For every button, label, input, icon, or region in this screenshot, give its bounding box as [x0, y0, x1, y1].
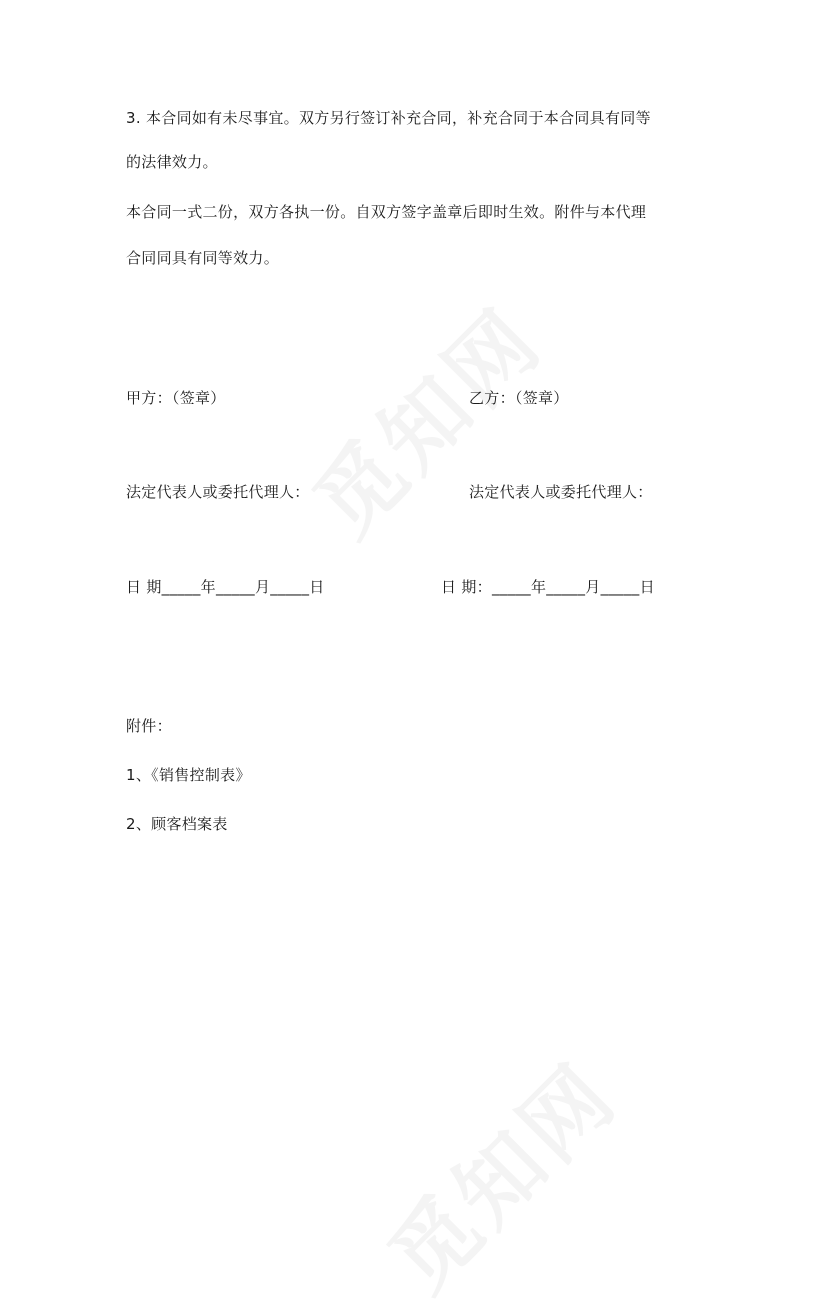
party-b-date: 日 期：_____年_____月_____日 — [441, 578, 655, 596]
watermark — [282, 276, 565, 559]
attachment-item-1: 1、《销售控制表》 — [126, 766, 251, 784]
party-b-representative: 法定代表人或委托代理人： — [469, 483, 653, 501]
copies-line-2: 合同同具有同等效力。 — [126, 249, 280, 267]
attachment-item-2: 2、顾客档案表 — [126, 815, 228, 833]
party-b-signature: 乙方：（签章） — [469, 389, 569, 407]
attachments-heading: 附件： — [126, 717, 172, 735]
watermark-bottom — [357, 1031, 640, 1313]
clause-3-line-2: 的法律效力。 — [126, 153, 218, 171]
clause-3-line-1: 3. 本合同如有未尽事宜。双方另行签订补充合同，补充合同于本合同具有同等 — [126, 109, 651, 127]
copies-line-1: 本合同一式二份，双方各执一份。自双方签字盖章后即时生效。附件与本代理 — [126, 203, 647, 221]
party-a-signature: 甲方：（签章） — [126, 389, 226, 407]
party-a-representative: 法定代表人或委托代理人： — [126, 483, 310, 501]
party-a-date: 日 期_____年_____月_____日 — [126, 578, 325, 596]
